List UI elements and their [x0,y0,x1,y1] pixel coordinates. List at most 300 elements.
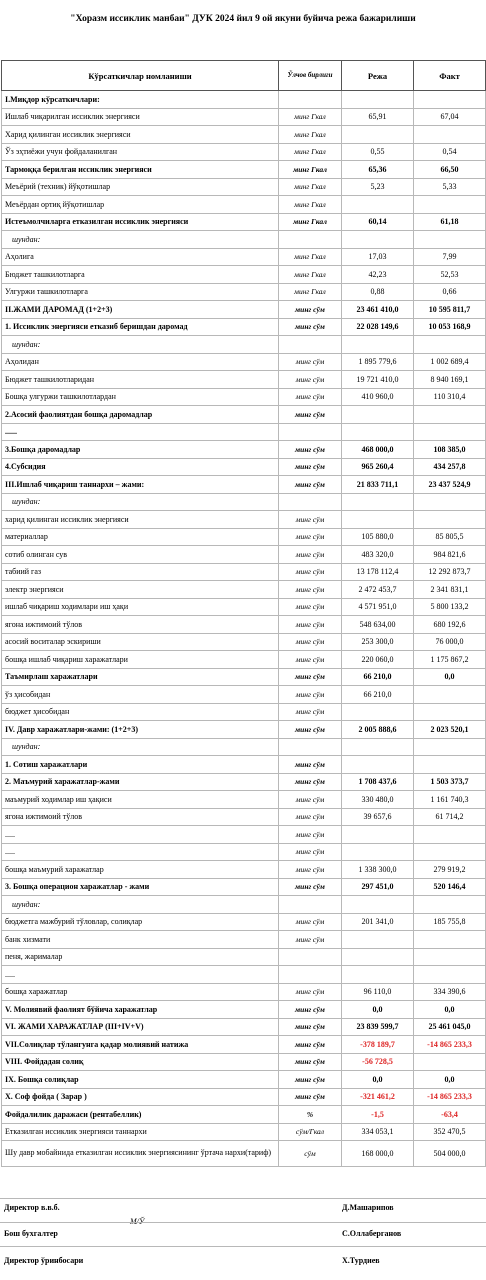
row-fact-value: 61 714,2 [414,808,486,826]
table-row [2,773,486,791]
row-plan-value: 330 480,0 [342,791,414,809]
row-name: бошқа ишлаб чиқариш харажатлари [2,651,279,669]
table-row [2,406,486,424]
row-unit: минг сўм [279,791,342,809]
row-plan-value: 468 000,0 [342,441,414,459]
table-row [2,563,486,581]
row-unit: минг Гкал [279,213,342,231]
row-fact-value: -14 865 233,3 [414,1036,486,1054]
table-row [2,388,486,406]
row-fact-value: 0,0 [414,1001,486,1019]
row-fact-value: 7,99 [414,248,486,266]
row-name: ягона ижтимоий тўлов [2,808,279,826]
row-plan-value: 23 839 599,7 [342,1018,414,1036]
row-plan-value: 65,91 [342,108,414,126]
row-fact-value: 0,66 [414,283,486,301]
table-row [2,913,486,931]
row-fact-value [414,126,486,144]
row-unit: минг сўм [279,371,342,389]
row-name: Тармоққа берилган иссиклик энергияси [2,161,279,179]
row-name: 3.Бошқа даромадлар [2,441,279,459]
row-name: Меъёрий (техник) йўқотишлар [2,178,279,196]
row-plan-value: 65,36 [342,161,414,179]
row-plan-value: 96 110,0 [342,983,414,1001]
row-fact-value: 61,18 [414,213,486,231]
row-fact-value: 66,50 [414,161,486,179]
row-name: пеня, жарималар [2,948,279,966]
table-row [2,1141,486,1167]
row-unit: минг сўм [279,546,342,564]
row-fact-value: 680 192,6 [414,616,486,634]
row-fact-value [414,756,486,774]
table-row [2,843,486,861]
row-fact-value: 5,33 [414,178,486,196]
row-unit: минг Гкал [279,266,342,284]
row-fact-value [414,948,486,966]
row-unit: минг сўм [279,511,342,529]
row-fact-value: 52,53 [414,266,486,284]
row-name: Шу давр мобайнида етказилган иссиклик энергиясининг ўртача нархи(тариф) [2,1141,279,1167]
row-fact-value: 23 437 524,9 [414,476,486,494]
row-unit: минг сўм [279,528,342,546]
header-name: Кўрсаткичлар номланиши [2,61,279,91]
table-row [2,143,486,161]
row-plan-value: 42,23 [342,266,414,284]
table-row [2,931,486,949]
row-name: шундан: [2,231,279,249]
table-row [2,476,486,494]
row-name: табиий газ [2,563,279,581]
row-name: Аҳолига [2,248,279,266]
table-row [2,213,486,231]
row-name: ..... [2,826,279,844]
row-fact-value [414,336,486,354]
header-unit: Ўлчов бирлиги [279,61,342,91]
row-name: Истеъмолчиларга етказилган иссиклик энергияси [2,213,279,231]
row-unit: минг Гкал [279,248,342,266]
row-unit: сўм [279,1141,342,1167]
row-plan-value [342,738,414,756]
row-plan-value: 483 320,0 [342,546,414,564]
row-fact-value: -14 865 233,3 [414,1088,486,1106]
table-row [2,598,486,616]
row-fact-value: 8 940 169,1 [414,371,486,389]
row-plan-value: 1 895 779,6 [342,353,414,371]
table-row [2,1001,486,1019]
row-plan-value [342,948,414,966]
row-unit: минг сўм [279,441,342,459]
row-name: III.Ишлаб чиқариш таннархи – жами: [2,476,279,494]
row-fact-value [414,231,486,249]
row-unit: минг сўм [279,563,342,581]
row-fact-value: 5 800 133,2 [414,598,486,616]
row-name: VI. ЖАМИ ХАРАЖАТЛАР (III+IV+V) [2,1018,279,1036]
row-unit: минг сўм [279,808,342,826]
table-row [2,353,486,371]
row-name: 4.Субсидия [2,458,279,476]
row-unit: минг Гкал [279,108,342,126]
table-row [2,861,486,879]
row-plan-value [342,406,414,424]
table-row [2,511,486,529]
table-row [2,231,486,249]
row-fact-value [414,423,486,441]
table-row [2,983,486,1001]
row-unit: минг Гкал [279,161,342,179]
row-plan-value [342,756,414,774]
row-plan-value: 60,14 [342,213,414,231]
row-fact-value: 334 390,6 [414,983,486,1001]
table-row [2,493,486,511]
row-unit [279,493,342,511]
row-name: бюджетга мажбурий тўловлар, солиқлар [2,913,279,931]
row-fact-value: -63,4 [414,1106,486,1124]
row-name: Бюджет ташкилотларга [2,266,279,284]
row-fact-value: 85 805,5 [414,528,486,546]
table-row [2,458,486,476]
row-unit: минг сўм [279,1088,342,1106]
row-unit: минг сўм [279,668,342,686]
table-row [2,1018,486,1036]
row-name: Улгуржи ташкилотларга [2,283,279,301]
row-plan-value: 21 833 711,1 [342,476,414,494]
report-title: "Хоразм иссиклик манбаи" ДУК 2024 йил 9 ой якуни буйича режа бажарилиши [70,14,416,24]
row-unit: минг сўм [279,756,342,774]
table-row [2,1106,486,1124]
row-name: ..... [2,843,279,861]
row-plan-value: 1 708 437,6 [342,773,414,791]
row-fact-value: 12 292 873,7 [414,563,486,581]
row-fact-value: 10 595 811,7 [414,301,486,319]
row-unit: сўм/Гкал [279,1123,342,1141]
row-unit [279,948,342,966]
row-name: Меъёрдан ортиқ йўқотишлар [2,196,279,214]
row-unit: минг сўм [279,983,342,1001]
row-unit: минг сўм [279,458,342,476]
table-row [2,738,486,756]
row-unit: минг Гкал [279,196,342,214]
table-row [2,791,486,809]
row-unit: минг сўм [279,843,342,861]
row-plan-value: 66 210,0 [342,686,414,704]
table-row [2,1071,486,1089]
row-plan-value: 0,0 [342,1071,414,1089]
row-name: X. Соф фойда ( Зарар ) [2,1088,279,1106]
row-unit: минг сўм [279,353,342,371]
row-plan-value: -378 189,7 [342,1036,414,1054]
row-name: шундан: [2,493,279,511]
row-name: Фойдалилик даражаси (рентабеллик) [2,1106,279,1124]
table-row [2,756,486,774]
table-row [2,196,486,214]
table-row [2,966,486,984]
table-row [2,808,486,826]
row-plan-value: 4 571 951,0 [342,598,414,616]
row-name: IV. Давр харажатлари-жами: (1+2+3) [2,721,279,739]
row-unit [279,231,342,249]
table-row [2,283,486,301]
row-plan-value: 201 341,0 [342,913,414,931]
row-unit: минг сўм [279,598,342,616]
row-name: ўз ҳисобидан [2,686,279,704]
row-plan-value [342,423,414,441]
row-name: Етказилган иссиклик энергияси таннархи [2,1123,279,1141]
row-name: шундан: [2,336,279,354]
row-plan-value: 168 000,0 [342,1141,414,1167]
table-row [2,616,486,634]
row-name: маъмурий ходимлар иш ҳақиси [2,791,279,809]
row-fact-value: 67,04 [414,108,486,126]
row-name: харид қилинган иссиклик энергияси [2,511,279,529]
row-unit [279,966,342,984]
row-unit: минг сўм [279,1071,342,1089]
row-name: электр энергияси [2,581,279,599]
table-row [2,371,486,389]
header-plan: Режа [342,61,414,91]
row-unit: минг сўм [279,686,342,704]
row-unit [279,423,342,441]
row-name: шундан: [2,738,279,756]
row-fact-value: 984 821,6 [414,546,486,564]
row-unit: минг сўм [279,388,342,406]
row-name: ...... [2,423,279,441]
row-fact-value: 0,0 [414,668,486,686]
table-row [2,668,486,686]
divider-3 [0,1246,486,1247]
table-row [2,721,486,739]
row-fact-value: 1 002 689,4 [414,353,486,371]
divider-1 [0,1198,486,1199]
row-unit: минг Гкал [279,178,342,196]
row-plan-value: -1,5 [342,1106,414,1124]
table-row [2,266,486,284]
row-unit: минг сўм [279,301,342,319]
table-row [2,441,486,459]
row-fact-value [414,703,486,721]
row-name: IX. Бошқа солиқлар [2,1071,279,1089]
row-unit: минг сўм [279,1001,342,1019]
table-row [2,108,486,126]
row-fact-value: 504 000,0 [414,1141,486,1167]
row-fact-value: 108 385,0 [414,441,486,459]
row-unit: минг сўм [279,1036,342,1054]
row-fact-value: 110 310,4 [414,388,486,406]
row-unit [279,91,342,109]
row-fact-value: 25 461 045,0 [414,1018,486,1036]
table-row [2,878,486,896]
table-row [2,896,486,914]
row-fact-value [414,91,486,109]
row-unit: минг сўм [279,913,342,931]
row-fact-value [414,826,486,844]
row-plan-value: 410 960,0 [342,388,414,406]
row-name: сотиб олинган сув [2,546,279,564]
row-plan-value [342,493,414,511]
row-name: Бошқа улгуржи ташкилотлардан [2,388,279,406]
table-row [2,1123,486,1141]
table-row [2,528,486,546]
row-unit: минг сўм [279,931,342,949]
row-name: VII.Солиқлар тўлангунга қадар молиявий натижа [2,1036,279,1054]
row-fact-value: 0,54 [414,143,486,161]
row-name: 2.Асосий фаолиятдан бошқа даромадлар [2,406,279,424]
report-table [1,60,486,1167]
table-row [2,336,486,354]
row-plan-value [342,826,414,844]
row-plan-value [342,511,414,529]
row-fact-value [414,843,486,861]
row-name: банк хизмати [2,931,279,949]
row-plan-value [342,966,414,984]
row-fact-value: 520 146,4 [414,878,486,896]
row-unit: минг сўм [279,721,342,739]
row-fact-value [414,896,486,914]
signature-role: Бош бухгалтер [4,1229,58,1238]
row-name: Аҳолидан [2,353,279,371]
row-plan-value: 66 210,0 [342,668,414,686]
row-name: Бюджет ташкилотларидан [2,371,279,389]
row-plan-value: 965 260,4 [342,458,414,476]
row-plan-value: 0,88 [342,283,414,301]
table-body [2,91,486,1167]
row-plan-value [342,126,414,144]
row-unit: минг сўм [279,476,342,494]
row-name: II.ЖАМИ ДАРОМАД (1+2+3) [2,301,279,319]
row-unit: минг Гкал [279,126,342,144]
row-name: асосий воситалар эскириши [2,633,279,651]
row-fact-value [414,686,486,704]
row-name: 3. Бошқа операцион харажатлар - жами [2,878,279,896]
row-plan-value [342,196,414,214]
row-plan-value: 548 634,00 [342,616,414,634]
row-plan-value: 23 461 410,0 [342,301,414,319]
row-fact-value [414,966,486,984]
table-row [2,301,486,319]
row-plan-value [342,843,414,861]
row-plan-value: -321 461,2 [342,1088,414,1106]
table-row [2,703,486,721]
row-plan-value [342,703,414,721]
header-fact: Факт [414,61,486,91]
row-unit [279,738,342,756]
row-fact-value: 0,0 [414,1071,486,1089]
row-fact-value: 434 257,8 [414,458,486,476]
row-name: ягона ижтимоий тўлов [2,616,279,634]
row-name: Харид қилинган иссиклик энергияси [2,126,279,144]
table-row [2,1036,486,1054]
table-row [2,161,486,179]
row-unit: минг сўм [279,581,342,599]
table-row [2,318,486,336]
row-fact-value: 10 053 168,9 [414,318,486,336]
table-row [2,826,486,844]
row-name: бошқа маъмурий харажатлар [2,861,279,879]
divider-2 [0,1222,486,1223]
row-name: 1. Иссиклик энергияси етказиб беришдан даромад [2,318,279,336]
row-fact-value: 279 919,2 [414,861,486,879]
row-unit: минг сўм [279,651,342,669]
table-row [2,633,486,651]
table-header-row [2,61,486,91]
row-name: 2. Маъмурий харажатлар-жами [2,773,279,791]
table-row [2,178,486,196]
row-unit: минг сўм [279,861,342,879]
table-row [2,1088,486,1106]
row-unit: минг сўм [279,1018,342,1036]
row-unit: минг Гкал [279,143,342,161]
row-plan-value: 22 028 149,6 [342,318,414,336]
row-plan-value [342,896,414,914]
row-fact-value: 2 023 520,1 [414,721,486,739]
row-unit: минг сўм [279,826,342,844]
row-fact-value [414,196,486,214]
row-name: бошқа харажатлар [2,983,279,1001]
signature-person: Х.Турдиев [342,1256,380,1265]
row-plan-value: 17,03 [342,248,414,266]
row-plan-value: 334 053,1 [342,1123,414,1141]
row-fact-value [414,493,486,511]
row-name: Ишлаб чиқарилган иссиклик энергияси [2,108,279,126]
row-plan-value: 19 721 410,0 [342,371,414,389]
row-name: I.Миқдор кўрсаткичлари: [2,91,279,109]
row-name: Ўз эҳтиёжи учун фойдаланилган [2,143,279,161]
table-row [2,651,486,669]
row-plan-value [342,931,414,949]
row-plan-value: 0,55 [342,143,414,161]
signature-person: Д.Машарипов [342,1203,394,1212]
row-unit: минг сўм [279,318,342,336]
row-name: шундан: [2,896,279,914]
row-plan-value: 2 005 888,6 [342,721,414,739]
row-unit: минг сўм [279,633,342,651]
row-plan-value [342,231,414,249]
row-unit [279,336,342,354]
table-row [2,1053,486,1071]
row-fact-value: 1 503 373,7 [414,773,486,791]
row-plan-value: 2 472 453,7 [342,581,414,599]
row-fact-value [414,738,486,756]
row-fact-value [414,406,486,424]
row-fact-value [414,511,486,529]
table-row [2,948,486,966]
row-fact-value: 1 161 740,3 [414,791,486,809]
row-fact-value: 76 000,0 [414,633,486,651]
row-plan-value: -56 728,5 [342,1053,414,1071]
table-row [2,686,486,704]
row-plan-value: 0,0 [342,1001,414,1019]
row-name: 1. Сотиш харажатлари [2,756,279,774]
report-table-container [1,60,485,1167]
row-name: V. Молиявий фаолият бўйича харажатлар [2,1001,279,1019]
row-plan-value: 253 300,0 [342,633,414,651]
row-fact-value: 1 175 867,2 [414,651,486,669]
row-plan-value: 13 178 112,4 [342,563,414,581]
row-plan-value: 1 338 300,0 [342,861,414,879]
row-plan-value: 105 880,0 [342,528,414,546]
row-name: бюджет ҳисобидан [2,703,279,721]
table-row [2,91,486,109]
signature-role: Директор ўринбосари [4,1256,84,1265]
table-row [2,581,486,599]
row-name: ишлаб чиқариш ходимлари иш ҳақи [2,598,279,616]
row-name: материаллар [2,528,279,546]
row-unit: минг сўм [279,703,342,721]
row-name: ..... [2,966,279,984]
row-unit: минг сўм [279,616,342,634]
signature-role: Директор в.в.б. [4,1203,60,1212]
table-row [2,126,486,144]
row-plan-value: 5,23 [342,178,414,196]
